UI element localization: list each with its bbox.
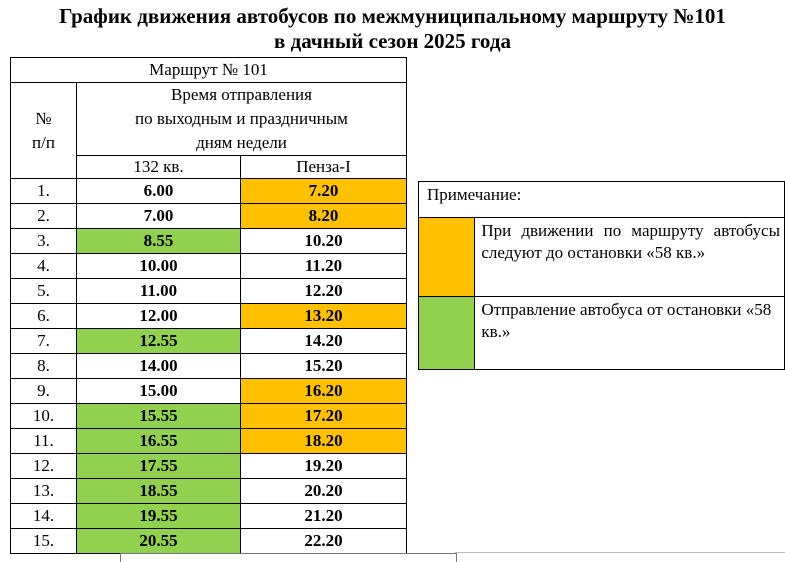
table-row xyxy=(11,529,407,554)
table-row xyxy=(11,179,407,204)
route-title: Маршрут № 101 xyxy=(11,58,407,83)
row-number: 13. xyxy=(11,479,77,504)
stop-penza-header: Пенза-I xyxy=(241,156,407,179)
row-number: 14. xyxy=(11,504,77,529)
departure-penza: 11.20 xyxy=(241,254,407,279)
departure-132-kv: 15.00 xyxy=(77,379,241,404)
departure-penza: 8.20 xyxy=(241,204,407,229)
departure-132-kv: 14.00 xyxy=(77,354,241,379)
departure-132-kv: 17.55 xyxy=(77,454,241,479)
departure-time-header xyxy=(77,83,407,156)
departure-132-kv: 20.55 xyxy=(77,529,241,554)
departure-132-kv: 10.00 xyxy=(77,254,241,279)
departure-132-kv: 16.55 xyxy=(77,429,241,454)
table-row xyxy=(11,229,407,254)
schedule-table xyxy=(10,57,407,554)
stop-132-kv-header: 132 кв. xyxy=(77,156,241,179)
row-number: 6. xyxy=(11,304,77,329)
table-row xyxy=(11,304,407,329)
departure-penza: 14.20 xyxy=(241,329,407,354)
time-header-line-3: дням недели xyxy=(196,133,287,152)
departure-132-kv: 19.55 xyxy=(77,504,241,529)
row-number: 3. xyxy=(11,229,77,254)
row-number: 10. xyxy=(11,404,77,429)
number-header-line-2: п/п xyxy=(32,132,55,152)
table-row xyxy=(11,479,407,504)
column-header-row xyxy=(11,83,407,156)
legend-green-text: Отправление автобуса от остановки «58 кв.» xyxy=(475,297,785,370)
departure-penza: 20.20 xyxy=(241,479,407,504)
departure-penza: 18.20 xyxy=(241,429,407,454)
departure-132-kv: 15.55 xyxy=(77,404,241,429)
title-line-1: График движения автобусов по межмуниципальному маршруту №101 xyxy=(59,4,726,28)
row-number: 4. xyxy=(11,254,77,279)
cropped-divider xyxy=(455,552,785,553)
number-header-line-1: № xyxy=(35,108,52,128)
orange-swatch xyxy=(419,218,475,297)
legend-table xyxy=(418,181,785,370)
row-number: 7. xyxy=(11,329,77,354)
legend-row-green xyxy=(419,297,785,370)
legend-orange-text: При движении по маршруту автобусы следуют до остановки «58 кв.» xyxy=(475,218,785,297)
row-number: 15. xyxy=(11,529,77,554)
row-number: 12. xyxy=(11,454,77,479)
number-column-header xyxy=(11,83,77,179)
row-number: 8. xyxy=(11,354,77,379)
schedule-rows xyxy=(11,179,407,554)
row-number: 11. xyxy=(11,429,77,454)
departure-132-kv: 18.55 xyxy=(77,479,241,504)
departure-penza: 21.20 xyxy=(241,504,407,529)
legend-header: Примечание: xyxy=(419,182,785,218)
departure-penza: 13.20 xyxy=(241,304,407,329)
departure-132-kv: 12.55 xyxy=(77,329,241,354)
departure-penza: 16.20 xyxy=(241,379,407,404)
departure-penza: 17.20 xyxy=(241,404,407,429)
departure-132-kv: 12.00 xyxy=(77,304,241,329)
table-row xyxy=(11,254,407,279)
departure-penza: 12.20 xyxy=(241,279,407,304)
table-row xyxy=(11,429,407,454)
row-number: 5. xyxy=(11,279,77,304)
departure-penza: 15.20 xyxy=(241,354,407,379)
table-row xyxy=(11,504,407,529)
departure-penza: 7.20 xyxy=(241,179,407,204)
departure-132-kv: 11.00 xyxy=(77,279,241,304)
departure-penza: 22.20 xyxy=(241,529,407,554)
departure-132-kv: 6.00 xyxy=(77,179,241,204)
time-header-line-1: Время отправления xyxy=(171,85,312,104)
departure-132-kv: 8.55 xyxy=(77,229,241,254)
time-header-line-2: по выходным и праздничным xyxy=(135,109,348,128)
departure-132-kv: 7.00 xyxy=(77,204,241,229)
row-number: 2. xyxy=(11,204,77,229)
departure-penza: 10.20 xyxy=(241,229,407,254)
legend-row-orange xyxy=(419,218,785,297)
departure-penza: 19.20 xyxy=(241,454,407,479)
title-line-2: в дачный сезон 2025 года xyxy=(274,29,511,53)
table-row xyxy=(11,279,407,304)
table-row xyxy=(11,354,407,379)
table-row xyxy=(11,454,407,479)
table-row xyxy=(11,404,407,429)
table-row xyxy=(11,379,407,404)
row-number: 9. xyxy=(11,379,77,404)
table-row xyxy=(11,329,407,354)
row-number: 1. xyxy=(11,179,77,204)
table-row xyxy=(11,204,407,229)
page-title xyxy=(0,4,785,54)
route-header-row xyxy=(11,58,407,83)
green-swatch xyxy=(419,297,475,370)
